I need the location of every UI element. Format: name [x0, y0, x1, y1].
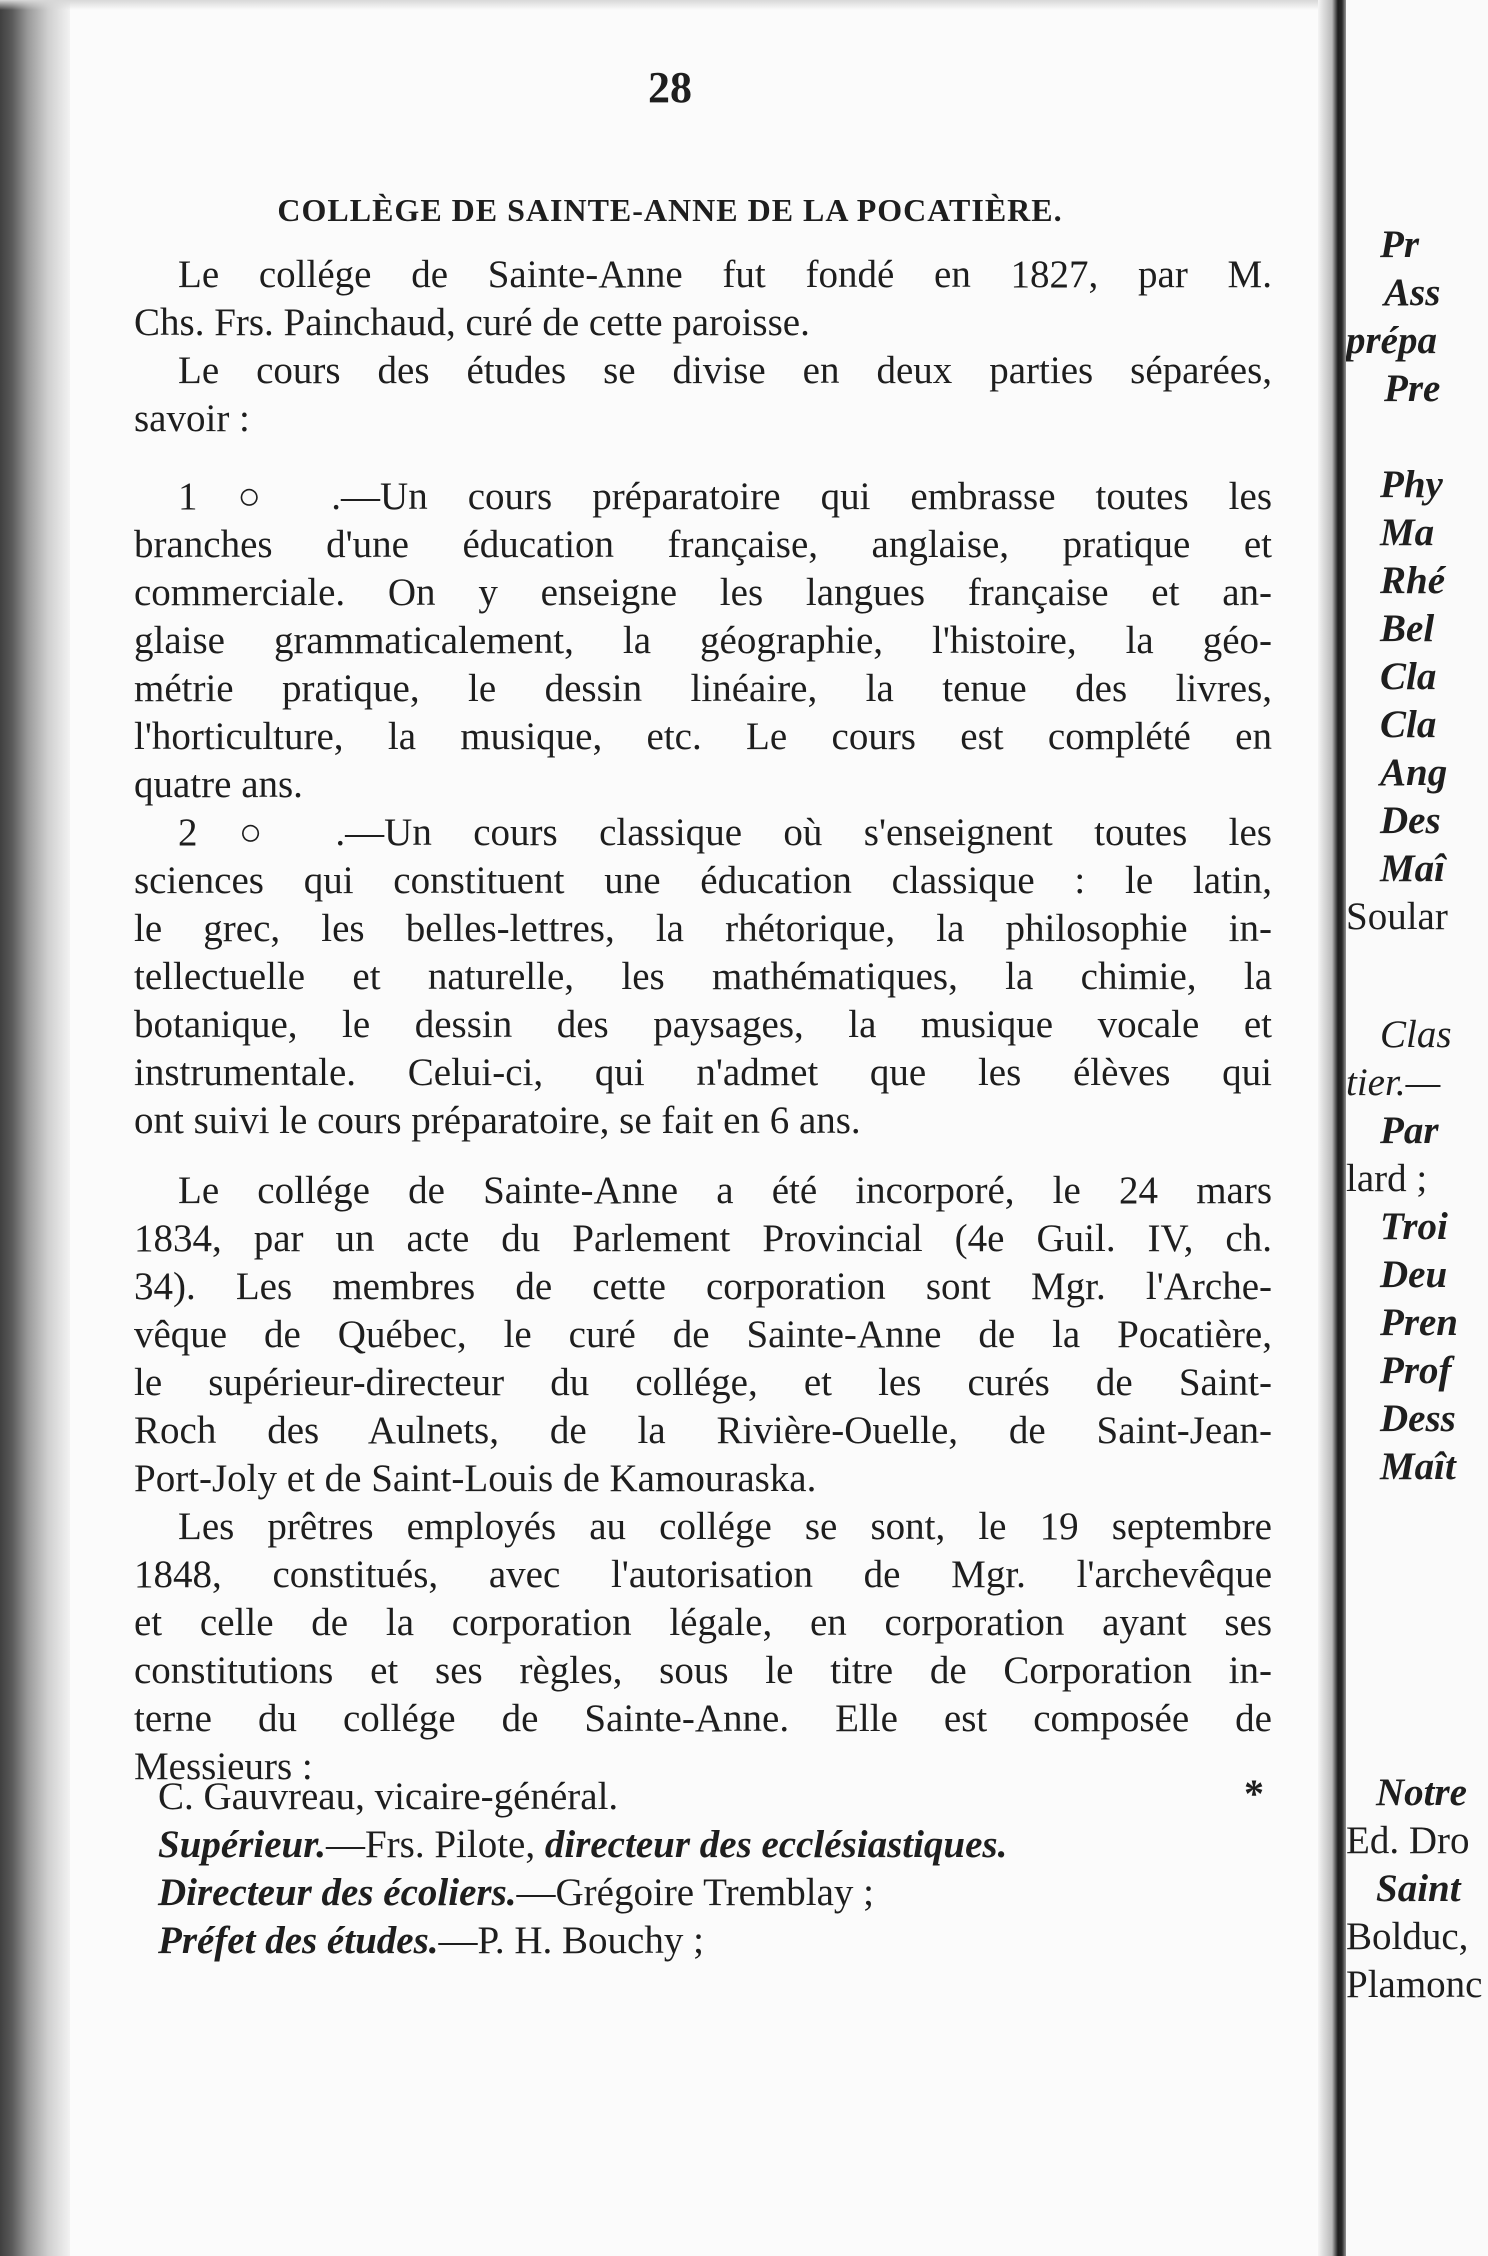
body-line: savoir :	[134, 397, 250, 440]
body-line: sciences qui constituent une éducation classique : le latin,	[134, 859, 1272, 902]
page-edge-shadow	[0, 0, 70, 2256]
staff-role: Directeur des écoliers.	[158, 1871, 517, 1914]
staff-name: C. Gauvreau, vicaire-général.	[158, 1775, 619, 1818]
staff-name: —Frs. Pilote,	[325, 1823, 536, 1866]
body-line: Port-Joly et de Saint-Louis de Kamouraska.	[134, 1457, 817, 1500]
body-line: Chs. Frs. Painchaud, curé de cette paroisse.	[134, 301, 810, 344]
body-line: l'horticulture, la musique, etc. Le cours est complété en	[134, 715, 1272, 758]
right-page-fragment: Dess	[1380, 1397, 1456, 1440]
staff-line	[158, 1822, 1007, 1868]
right-page-fragment: Plamonc	[1346, 1963, 1483, 2006]
right-page-fragment: prépa	[1346, 319, 1437, 362]
staff-role-extra: directeur des ecclésiastiques.	[544, 1823, 1008, 1866]
body-line: 1 ○ .—Un cours préparatoire qui embrasse toutes les	[178, 475, 1272, 518]
body-line: botanique, le dessin des paysages, la musique vocale et	[134, 1003, 1272, 1046]
right-page-fragment: Soular	[1346, 895, 1448, 938]
right-page-fragment: Cla	[1380, 703, 1437, 746]
right-page-fragment: Ass	[1384, 271, 1441, 314]
body-line: le supérieur-directeur du collége, et les curés de Saint-	[134, 1361, 1272, 1404]
page-top-shadow	[0, 0, 1340, 10]
body-line: métrie pratique, le dessin linéaire, la tenue des livres,	[134, 667, 1272, 710]
right-page-fragment: Ma	[1380, 511, 1435, 554]
body-line: branches d'une éducation française, anglaise, pratique et	[134, 523, 1272, 566]
staff-line	[158, 1918, 704, 1964]
staff-role: Supérieur.	[158, 1823, 326, 1866]
right-page	[1346, 0, 1488, 2256]
body-line: Roch des Aulnets, de la Rivière-Ouelle, de Saint-Jean-	[134, 1409, 1272, 1452]
staff-role: Préfet des études.	[158, 1919, 439, 1962]
body-line: ont suivi le cours préparatoire, se fait en 6 ans.	[134, 1099, 861, 1142]
right-page-fragment: tier.—	[1346, 1061, 1441, 1104]
right-page-fragment: Maî	[1380, 847, 1446, 890]
right-page-fragment: Pre	[1384, 367, 1441, 410]
right-page-fragment: Bel	[1380, 607, 1435, 650]
body-line: commerciale. On y enseigne les langues française et an-	[134, 571, 1272, 614]
right-page-fragment: Notre	[1376, 1771, 1467, 1814]
right-page-fragment: Deu	[1380, 1253, 1448, 1296]
right-page-fragment: Bolduc,	[1346, 1915, 1469, 1958]
body-line: quatre ans.	[134, 763, 303, 806]
staff-line	[158, 1774, 618, 1820]
right-page-fragment: Des	[1380, 799, 1441, 842]
margin-mark: *	[1244, 1771, 1264, 1816]
body-line: Messieurs :	[134, 1745, 313, 1788]
body-line: vêque de Québec, le curé de Sainte-Anne de la Pocatière,	[134, 1313, 1272, 1356]
right-page-fragment: Troi	[1380, 1205, 1448, 1248]
right-page-fragment: Ed. Dro	[1346, 1819, 1470, 1862]
right-page-fragment: Prof	[1380, 1349, 1452, 1392]
body-line: Le cours des études se divise en deux parties séparées,	[178, 349, 1272, 392]
page-number: 28	[648, 63, 692, 112]
body-line: terne du collége de Sainte-Anne. Elle est composée de	[134, 1697, 1272, 1740]
right-page-fragment: lard ;	[1346, 1157, 1428, 1200]
body-line: Le collége de Sainte-Anne fut fondé en 1827, par M.	[178, 253, 1272, 296]
body-line: constitutions et ses règles, sous le titre de Corporation in-	[134, 1649, 1272, 1692]
body-line: 1848, constitués, avec l'autorisation de Mgr. l'archevêque	[134, 1553, 1272, 1596]
body-line: et celle de la corporation légale, en corporation ayant ses	[134, 1601, 1272, 1644]
body-line: Les prêtres employés au collége se sont, le 19 septembre	[178, 1505, 1272, 1548]
section-heading: COLLÈGE DE SAINTE-ANNE DE LA POCATIÈRE.	[277, 192, 1063, 228]
body-line: 1834, par un acte du Parlement Provincial (4e Guil. IV, ch.	[134, 1217, 1272, 1260]
staff-line	[158, 1870, 874, 1916]
right-page-fragment: Ang	[1380, 751, 1448, 794]
right-page-fragment: Maît	[1380, 1445, 1456, 1488]
right-page-fragment: Cla	[1380, 655, 1437, 698]
body-line: Le collége de Sainte-Anne a été incorporé, le 24 mars	[178, 1169, 1272, 1212]
book-gutter	[1318, 0, 1348, 2256]
staff-name: —P. H. Bouchy ;	[438, 1919, 704, 1962]
right-page-fragment: Rhé	[1380, 559, 1446, 602]
body-line: glaise grammaticalement, la géographie, l'histoire, la géo-	[134, 619, 1272, 662]
staff-name: —Grégoire Tremblay ;	[516, 1871, 874, 1914]
body-line: 2 ○ .—Un cours classique où s'enseignent toutes les	[178, 811, 1272, 854]
right-page-fragment: Clas	[1380, 1013, 1452, 1056]
body-line: le grec, les belles-lettres, la rhétorique, la philosophie in-	[134, 907, 1272, 950]
body-line: tellectuelle et naturelle, les mathématiques, la chimie, la	[134, 955, 1272, 998]
right-page-fragment: Pr	[1380, 223, 1419, 266]
right-page-fragment: Pren	[1380, 1301, 1458, 1344]
right-page-fragment: Saint	[1376, 1867, 1461, 1910]
right-page-fragment: Par	[1380, 1109, 1439, 1152]
right-page-fragment: Phy	[1380, 463, 1443, 506]
body-line: 34). Les membres de cette corporation sont Mgr. l'Arche-	[134, 1265, 1272, 1308]
body-line: instrumentale. Celui-ci, qui n'admet que les élèves qui	[134, 1051, 1272, 1094]
